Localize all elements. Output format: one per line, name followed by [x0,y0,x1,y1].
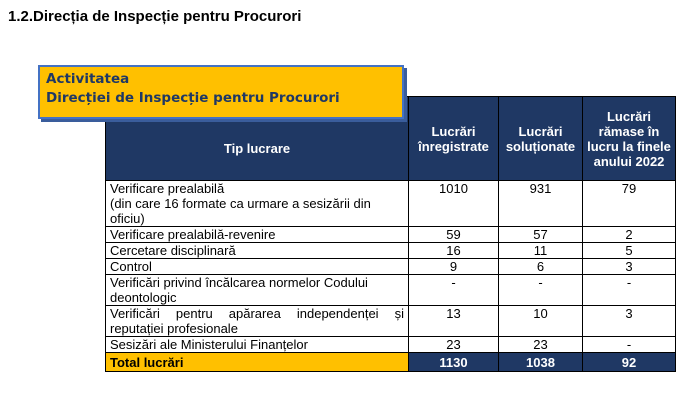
row-label: Control [106,259,409,275]
total-inregistrate: 1130 [409,353,499,372]
table-row [106,259,676,275]
cell-inregistrate: 13 [409,306,499,337]
cell-solutionate: 57 [499,227,583,243]
cell-ramase: - [583,275,676,306]
header-ramase: Lucrări rămase în lucru la finele anului 2022 [583,97,676,181]
row-label: Cercetare disciplinară [106,243,409,259]
row-label: Verificări pentru apărarea independenței și reputației profesionale [106,306,409,337]
cell-inregistrate: - [409,275,499,306]
total-ramase: 92 [583,353,676,372]
cell-solutionate: 11 [499,243,583,259]
row-label: Verificări privind încălcarea normelor Codului deontologic [106,275,409,306]
table-row [106,243,676,259]
activity-callout-box [38,65,404,119]
header-solutionate: Lucrări soluționate [499,97,583,181]
cell-inregistrate: 1010 [409,181,499,227]
callout-line-1: Activitatea [46,71,130,87]
cell-ramase: 3 [583,259,676,275]
total-solutionate: 1038 [499,353,583,372]
table-row [106,181,676,227]
table-row [106,275,676,306]
cell-ramase: 2 [583,227,676,243]
row-label: Verificare prealabilă (din care 16 formate ca urmare a sesizării din oficiu) [106,181,409,227]
cell-ramase: - [583,337,676,353]
cell-solutionate: 931 [499,181,583,227]
row-label: Verificare prealabilă-revenire [106,227,409,243]
cell-solutionate: 10 [499,306,583,337]
callout-line-2: Direcției de Inspecție pentru Procurori [46,90,340,106]
header-tip-lucrare: Tip lucrare [106,97,409,181]
cell-solutionate: 23 [499,337,583,353]
cell-ramase: 3 [583,306,676,337]
header-inregistrate: Lucrări înregistrate [409,97,499,181]
section-heading: 1.2.Direcția de Inspecție pentru Procurori [8,8,302,25]
total-row [106,353,676,372]
cell-inregistrate: 59 [409,227,499,243]
row-label: Sesizări ale Ministerului Finanțelor [106,337,409,353]
total-label: Total lucrări [106,353,409,372]
cell-inregistrate: 23 [409,337,499,353]
cell-ramase: 5 [583,243,676,259]
cell-solutionate: 6 [499,259,583,275]
cell-solutionate: - [499,275,583,306]
table-row [106,306,676,337]
activity-table [105,96,676,372]
cell-inregistrate: 9 [409,259,499,275]
cell-inregistrate: 16 [409,243,499,259]
cell-ramase: 79 [583,181,676,227]
table-row [106,227,676,243]
table-row [106,337,676,353]
